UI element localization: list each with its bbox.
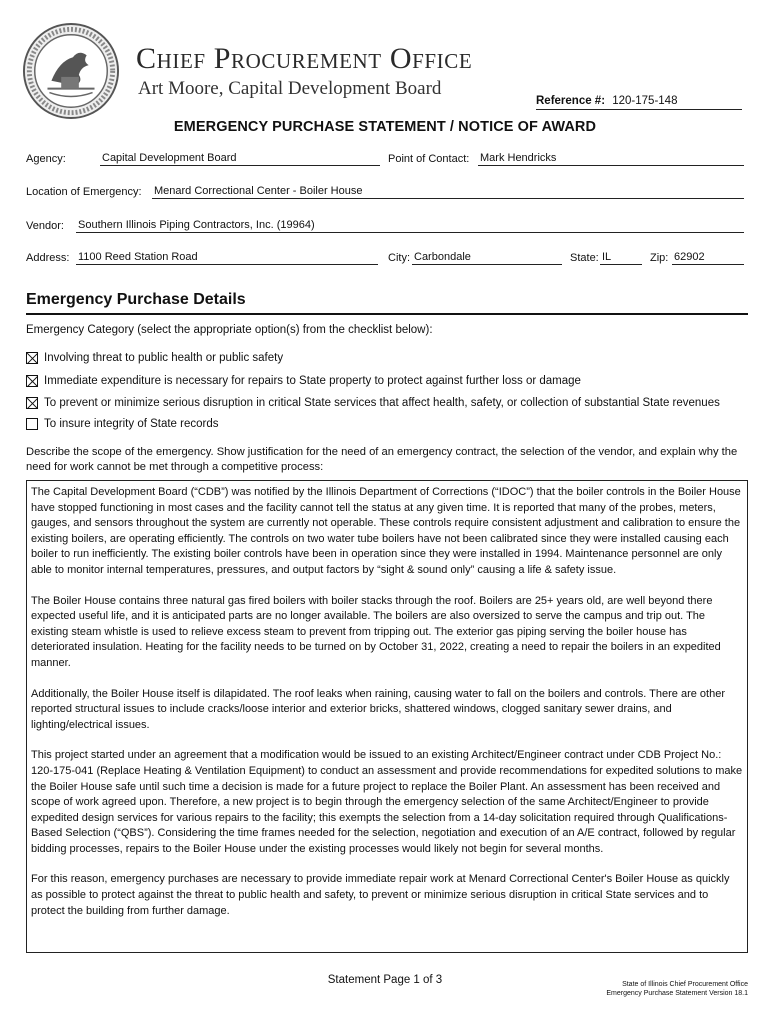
contact-label: Point of Contact: xyxy=(388,153,470,165)
section-title: Emergency Purchase Details xyxy=(26,291,246,308)
option-label: To insure integrity of State records xyxy=(44,418,219,430)
location-field[interactable]: Menard Correctional Center - Boiler House xyxy=(152,185,744,199)
state-label: State: xyxy=(570,252,599,264)
footer-version xyxy=(606,980,748,998)
footer-version-text: Emergency Purchase Statement Version 18.1 xyxy=(606,990,748,997)
scope-paragraph: For this reason, emergency purchases are necessary to provide immediate repair work at Menard Correctional Center's Boiler House as quickly as possible to protect against the threat to public health and safety, to prevent or minimize serious disruption in critical State services and to protect the building from further damage. xyxy=(31,873,730,917)
option-label: To prevent or minimize serious disruption in critical State services that affect health, safety, or collection of substantial State revenues xyxy=(44,397,720,409)
category-option-records[interactable] xyxy=(26,418,219,430)
checkbox-checked[interactable] xyxy=(26,352,38,364)
reference-label: Reference #: xyxy=(536,95,606,107)
section-divider xyxy=(26,313,748,315)
scope-paragraph: This project started under an agreement that a modification would be issued to an existing Architect/Engineer contract under CDB Project No.: 120-175-041 (Replace Heating & Ventilation Equipment) to conduct an assessment and provide recommendations for expedited solutions to make the Boiler House safe until such time a decision is made for a future project to replace the Boiler Plant. An assessment has been received and scope of work agreed upon. Therefore, a new project is to begin through the emergency selection of the same Architect/Engineer to provide expedited design services for various repairs to the facility; this exempts the selection from a 14-day solicitation required through Qualifications-Based Selection (“QBS”). Considering the time frames needed for the selection, negotiation and execution of an A/E contract, followed by regular bidding processes, repairs to the Boiler House under the existing processes would likely not begin for several months. xyxy=(31,749,743,855)
scope-paragraph: The Capital Development Board (“CDB”) was notified by the Illinois Department of Corrections (“IDOC”) that the boiler controls in the Boiler House have stopped functioning in most cases and the facility cannot tell the status at any given time. It is reported that many of the probes, meters, gauges, and sensors throughout the system are currently not operable. These controls require consistent adjustment and calibration to ensure the existing boilers, are operating efficiently. The controls on two water tube boilers have not been calibrated since they were installed causing each boiler to run inefficiently. The existing boiler controls have been in operation since they were installed in 1994. Maintenance personnel are only able to monitor internal temperatures, pressures, and output factors by “sight & sound only” causing a life & safety issue. xyxy=(31,486,741,576)
address-label: Address: xyxy=(26,252,70,264)
reference-value[interactable]: 120-175-148 xyxy=(612,95,678,107)
zip-label: Zip: xyxy=(650,252,669,264)
option-label: Immediate expenditure is necessary for repairs to State property to protect against further loss or damage xyxy=(44,375,581,387)
agency-field[interactable]: Capital Development Board xyxy=(100,152,380,166)
office-title: Chief Procurement Office xyxy=(136,42,473,75)
option-label: Involving threat to public health or public safety xyxy=(44,352,284,364)
category-instruction: Emergency Category (select the appropriate option(s) from the checklist below): xyxy=(26,324,433,336)
reference-field xyxy=(536,95,742,110)
city-label: City: xyxy=(388,252,410,264)
checkbox-unchecked[interactable] xyxy=(26,418,38,430)
scope-text-area[interactable] xyxy=(26,480,748,953)
office-subtitle: Art Moore, Capital Development Board xyxy=(138,78,442,99)
checkbox-checked[interactable] xyxy=(26,397,38,409)
category-option-repairs[interactable] xyxy=(26,375,581,387)
city-field[interactable]: Carbondale xyxy=(412,251,562,265)
checkbox-checked[interactable] xyxy=(26,375,38,387)
scope-paragraph: The Boiler House contains three natural gas fired boilers with boiler stacks through the roof. Boilers are 25+ years old, are well beyond there expected useful life, and it is anticipated parts are no longer available. The boilers are also oversized to serve the campus and trip out. The existing steam whistle is used to relieve excess steam to prevent from tripping out. The exterior gas piping serving the boiler house has deteriorated insulation. Heating for the facility needs to be turned on by October 31, 2022, creating a need to repair the boilers in an expedited manner. xyxy=(31,594,721,669)
address-field[interactable]: 1100 Reed Station Road xyxy=(76,251,378,265)
zip-field[interactable]: 62902 xyxy=(672,251,744,265)
vendor-field[interactable]: Southern Illinois Piping Contractors, Inc. (19964) xyxy=(76,219,744,233)
state-field[interactable]: IL xyxy=(600,251,642,265)
contact-field[interactable]: Mark Hendricks xyxy=(478,152,744,166)
scope-paragraph: Additionally, the Boiler House itself is dilapidated. The roof leaks when raining, causing water to fall on the boilers and controls. There are other reported structural issues to include cracks/loose interior and exterior bricks, shattered windows, clogged sanitary sewer drains, and lighting/electrical issues. xyxy=(31,687,726,731)
location-label: Location of Emergency: xyxy=(26,186,142,198)
category-option-disruption[interactable] xyxy=(26,397,720,409)
describe-instruction: Describe the scope of the emergency. Show justification for the need of an emergency contract, the selection of the vendor, and explain why the need for work cannot be met through a competitive process: xyxy=(26,446,738,473)
footer-org: State of Illinois Chief Procurement Office xyxy=(622,981,748,988)
agency-label: Agency: xyxy=(26,153,66,165)
document-title: EMERGENCY PURCHASE STATEMENT / NOTICE OF AWARD xyxy=(173,119,597,135)
vendor-label: Vendor: xyxy=(26,220,64,232)
category-option-public-safety[interactable] xyxy=(26,352,283,364)
page-number: Statement Page 1 of 3 xyxy=(327,974,443,986)
state-seal-logo xyxy=(22,22,120,120)
